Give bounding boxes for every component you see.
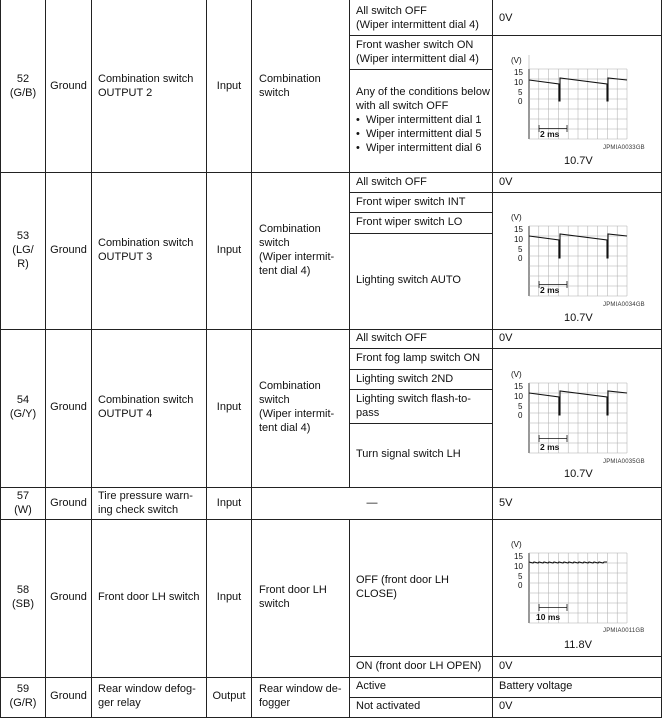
condition-text: Lighting switch 2ND [356,373,454,385]
io-label: Input [216,497,242,509]
terminal-number: 52 (G/B) [9,73,37,99]
tick-label: 0 [518,411,523,420]
figure-code: JPMIA0035GB [603,459,645,465]
condition-text: Any of the conditions below with all switch OFF • Wiper intermittent dial 1 • Wiper intermittent dial 5 • Wiper intermittent dial 6 [356,86,490,154]
tick-label: 5 [518,245,523,254]
tick-label: 0 [518,97,523,106]
tick-label: 0 [518,254,523,263]
time-scale: 10 ms [536,612,561,622]
condition-text: All switch OFF (Wiper intermittent dial 4) [356,5,479,31]
condition-text: Turn signal switch LH [356,448,461,460]
condition-text: Front wiper switch INT [356,196,466,208]
ground-label: Ground [50,401,87,413]
waveform-value: 10.7V [564,155,593,167]
ground-label: Ground [50,497,87,509]
waveform-graph [509,212,633,304]
value-text: 0V [499,12,513,24]
condition-text: Front washer switch ON (Wiper intermittent dial 4) [356,39,479,65]
io-label: Input [216,401,242,413]
terminal-number: 57 (W) [14,490,32,516]
condition-text: Not activated [356,700,421,712]
terminal-number: 53 (LG/ R) [12,230,34,270]
tick-label: 5 [518,402,523,411]
time-scale: 2 ms [540,442,560,452]
condition-text: Front fog lamp switch ON [356,352,481,364]
tick-label: 10 [514,562,523,571]
axis-unit: (V) [511,370,522,379]
terminal-number: 54 (G/Y) [9,394,37,420]
condition-item: Combination switch [259,73,321,99]
waveform-value: 10.7V [564,312,593,324]
condition-text: All switch OFF [356,332,427,344]
figure-code: JPMIA0033GB [603,145,645,151]
ground-label: Ground [50,690,87,702]
signal-description: Tire pressure warn- ing check switch [98,490,193,516]
tick-label: 10 [514,392,523,401]
bullet-item: • Wiper intermittent dial 1 [356,114,482,126]
condition-item: Rear window de- fogger [259,683,342,709]
waveform-value: 11.8V [564,639,592,651]
io-label: Input [216,80,242,92]
io-label: Input [216,244,242,256]
value-text: 5V [499,497,513,509]
tick-label: 10 [514,235,523,244]
condition-item: Front door LH switch [259,584,327,610]
value-text: 0V [499,700,513,712]
tick-label: 5 [518,572,523,581]
signal-description: Front door LH switch [98,591,200,603]
tick-label: 15 [514,68,523,77]
io-label: Input [216,591,242,603]
ground-label: Ground [50,244,87,256]
condition-item: Combination switch (Wiper intermit- tent dial 4) [259,223,335,277]
condition-text: ON (front door LH OPEN) [356,660,482,672]
time-scale: 2 ms [540,285,560,295]
bullet-item: • Wiper intermittent dial 6 [356,142,482,154]
terminal-number: 59 (G/R) [9,683,37,709]
figure-code: JPMIA0011GB [603,628,645,634]
ground-label: Ground [50,591,87,603]
signal-description: Rear window defog- ger relay [98,683,196,709]
condition-item: Combination switch (Wiper intermit- tent dial 4) [259,380,335,434]
waveform-graph [509,369,633,461]
value-text: 0V [499,660,513,672]
tick-label: 0 [518,581,523,590]
not-applicable-dash: — [366,497,378,509]
waveform-graph [509,55,633,147]
time-scale: 2 ms [540,129,560,139]
io-label: Output [212,690,246,702]
value-text: 0V [499,176,513,188]
axis-unit: (V) [511,213,522,222]
tick-label: 15 [514,225,523,234]
condition-text: OFF (front door LH CLOSE) [356,574,449,600]
condition-text: Lighting switch flash-to- pass [356,393,471,419]
condition-text: Lighting switch AUTO [356,274,461,286]
waveform-graph [509,539,633,631]
tick-label: 5 [518,88,523,97]
waveform-value: 10.7V [564,468,593,480]
axis-unit: (V) [511,540,522,549]
ground-label: Ground [50,80,87,92]
terminal-number: 58 (SB) [12,584,34,610]
condition-text: All switch OFF [356,176,427,188]
signal-description: Combination switch OUTPUT 4 [98,394,194,420]
bullet-item: • Wiper intermittent dial 5 [356,128,482,140]
value-text: Battery voltage [499,680,573,692]
tick-label: 15 [514,552,523,561]
figure-code: JPMIA0034GB [603,302,645,308]
axis-unit: (V) [511,56,522,65]
condition-text: Active [356,680,386,692]
value-text: 0V [499,332,513,344]
condition-text: Front wiper switch LO [356,216,463,228]
tick-label: 10 [514,78,523,87]
signal-description: Combination switch OUTPUT 2 [98,73,194,99]
tick-label: 15 [514,382,523,391]
signal-description: Combination switch OUTPUT 3 [98,237,194,263]
